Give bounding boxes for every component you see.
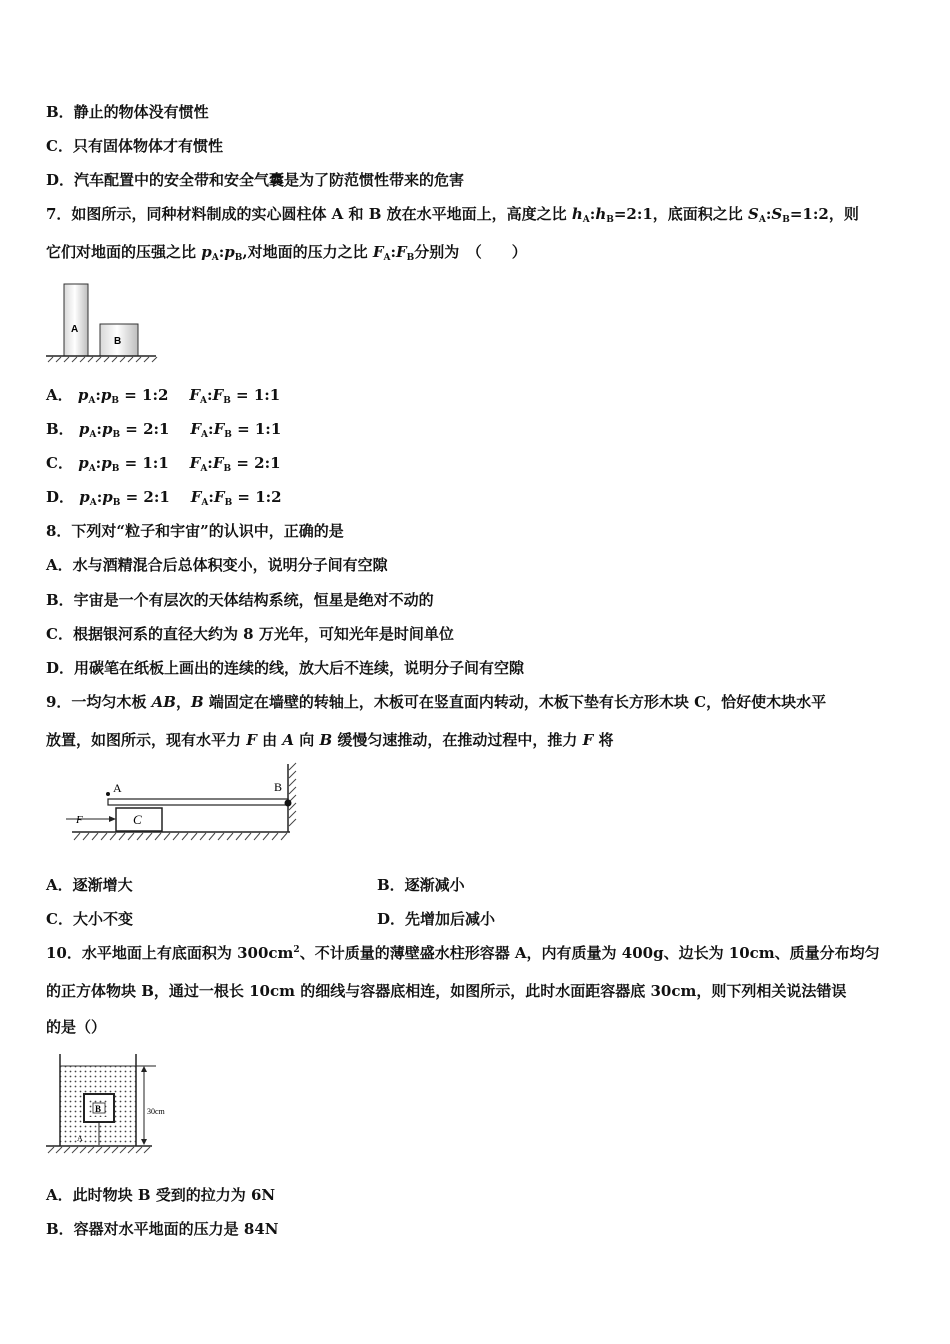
q9-board-figure: [60, 760, 310, 855]
label-a: A: [71, 324, 79, 335]
depth-label: 30cm: [147, 1107, 165, 1116]
floor-hatch: [74, 833, 287, 840]
wall-hatch: [289, 763, 296, 826]
q6-option-d: D．汽车配置中的安全带和安全气囊是为了防范惯性带来的危害: [46, 171, 465, 189]
q9-option-a: A．逐渐增大: [46, 876, 133, 894]
point-a: [106, 792, 110, 796]
q7-cylinders-figure: [44, 280, 160, 366]
q9-option-c: C．大小不变: [46, 910, 133, 928]
q10-option-a: A．此时物块 B 受到的拉力为 6N: [46, 1186, 276, 1204]
wooden-board: [108, 799, 288, 805]
label-f: F: [76, 814, 83, 826]
q9-option-b: B．逐渐减小: [377, 876, 465, 894]
q7-option-a: A． $p_A:p_B$ = 1:2 $F_A:F_B$ = 1:1: [46, 386, 281, 406]
q7-option-d: D． $p_A:p_B$ = 2:1 $F_A:F_B$ = 1:2: [46, 488, 282, 508]
q8-option-d: D．用碳笔在纸板上画出的连续的线，放大后不连续，说明分子间有空隙: [46, 659, 525, 677]
label-b: B: [274, 780, 283, 794]
q10-option-b: B．容器对水平地面的压力是 84N: [46, 1220, 279, 1238]
q8-option-a: A．水与酒精混合后总体积变小，说明分子间有空隙: [46, 556, 388, 574]
label-b: B: [95, 1104, 102, 1114]
pivot-b: [285, 800, 292, 807]
cylinder-a: [64, 284, 88, 356]
q9-stem-line2: 放置，如图所示，现有水平力 F 由 A 向 B 缓慢匀速推动，在推动过程中，推力 F 将: [46, 731, 614, 749]
q6-option-b: B．静止的物体没有惯性: [46, 103, 209, 121]
q8-stem: 8．下列对“粒子和宇宙”的认识中，正确的是: [46, 522, 344, 540]
q10-stem-line2: 的正方体物块 B，通过一根长 10cm 的细线与容器底相连，如图所示，此时水面距容器底 30cm，则下列相关说法错误: [46, 982, 847, 1000]
ground-hatch: [48, 357, 157, 362]
q8-option-b: B．宇宙是一个有层次的天体结构系统，恒星是绝对不动的: [46, 591, 434, 609]
label-a: A: [113, 781, 122, 795]
q7-option-c: C． $p_A:p_B$ = 1:1 $F_A:F_B$ = 2:1: [46, 454, 281, 474]
label-b: B: [114, 336, 122, 347]
q9-stem-line1: 9．一均匀木板 AB，B 端固定在墙壁的转轴上，木板可在竖直面内转动，木板下垫有长方形木块 C，恰好使木块水平: [46, 693, 827, 711]
label-a: A: [77, 1134, 83, 1143]
q6-option-c: C．只有固体物体才有惯性: [46, 137, 223, 155]
q7-stem-line1: 7．如图所示，同种材料制成的实心圆柱体 A 和 B 放在水平地面上，高度之比 $h_A:h_B=2:1$，底面积之比 $S_A:S_B=1:2$，则: [46, 205, 859, 225]
q7-stem-line2: 它们对地面的压强之比 $p_A:p_B$,对地面的压力之比 $F_A:F_B$分别为 （ ）: [46, 243, 527, 263]
ground-hatch: [48, 1147, 150, 1153]
q10-stem-line1: 10．水平地面上有底面积为 $300cm^2$、不计质量的薄壁盛水柱形容器 A，内有质量为 400g、边长为 10cm、质量分布均匀: [46, 944, 880, 962]
q7-option-b: B． $p_A:p_B$ = 2:1 $F_A:F_B$ = 1:1: [46, 420, 282, 440]
q8-option-c: C．根据银河系的直径大约为 8 万光年，可知光年是时间单位: [46, 625, 454, 643]
q10-container-figure: [44, 1050, 184, 1166]
label-c: C: [133, 812, 142, 827]
q9-option-d: D．先增加后减小: [377, 910, 496, 928]
q10-stem-line3: 的是（）: [46, 1018, 107, 1036]
